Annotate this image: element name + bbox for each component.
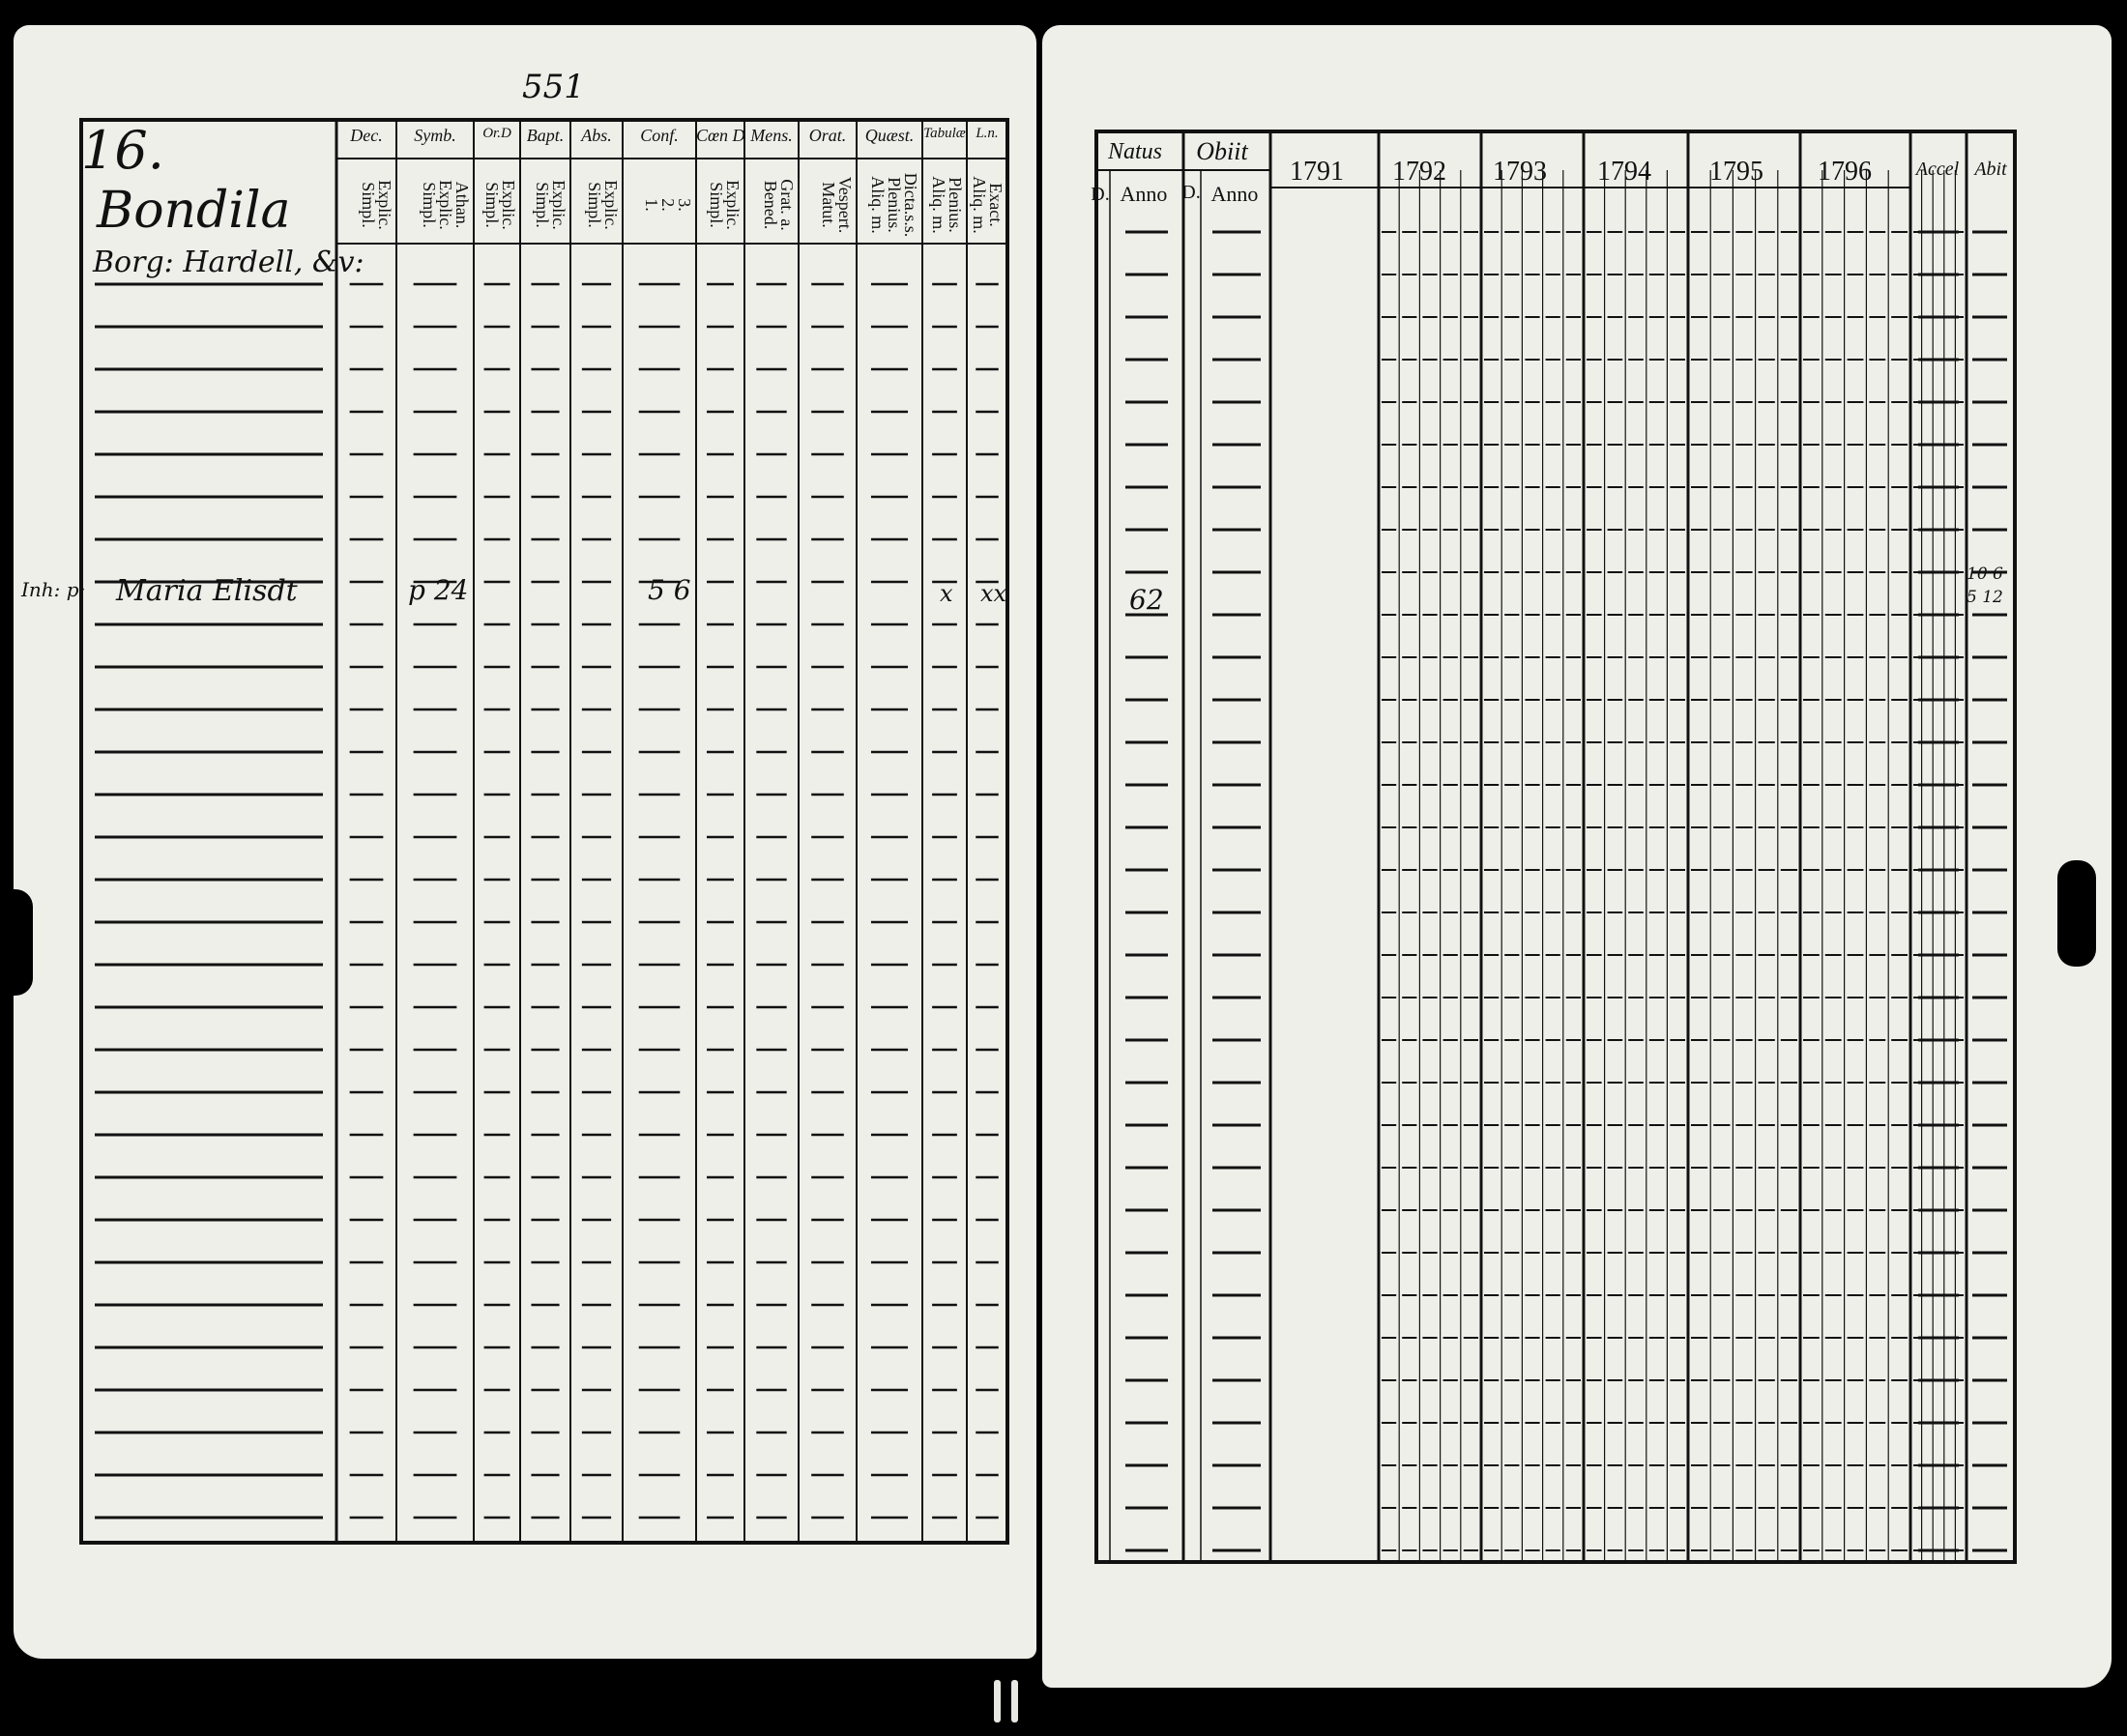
- natus-anno-header: Anno: [1120, 182, 1168, 206]
- header-coen: Cœn D: [696, 126, 745, 145]
- subheader-tabul: Plenius. Aliq. m.: [929, 176, 965, 234]
- abiit-header: Abit: [1974, 159, 2007, 180]
- entry-prefix: Inh: p:: [21, 578, 86, 601]
- entry-1795-mark-bottom: 5 12: [1967, 588, 2003, 607]
- year-1795-header: 1795: [1709, 157, 1763, 187]
- subheader-ln: Exact. Aliq. m.: [970, 176, 1005, 234]
- entry-tabulae-mark: x: [940, 580, 953, 607]
- subheader-bapt: Explic. Simpl.: [533, 180, 568, 230]
- year-1793-header: 1793: [1493, 157, 1547, 187]
- subheader-coen: Explic. Simpl.: [707, 180, 743, 230]
- header-bapt: Bapt.: [526, 126, 565, 145]
- subheader-symb: Athan. Explic. Simpl.: [420, 180, 472, 230]
- subheader-dec: Explic. Simpl.: [359, 180, 394, 230]
- right-ruled-grid: [1042, 25, 2112, 1688]
- header-ord: Or.D: [482, 126, 511, 141]
- farm-name: Bondila: [97, 182, 291, 240]
- year-1794-header: 1794: [1597, 157, 1651, 187]
- obiit-day-header: D.: [1181, 182, 1201, 203]
- entry-name: Maria Elisdt: [116, 574, 298, 608]
- farm-subtitle: Borg: Hardell, &v:: [93, 246, 364, 279]
- table-border: [1096, 131, 2015, 1562]
- year-1792-header: 1792: [1392, 157, 1446, 187]
- header-dec: Dec.: [350, 126, 383, 145]
- subheader-quaest: Dicta.s.s. Plenius. Aliq. m.: [868, 172, 920, 238]
- page-number-pencil: 551: [522, 68, 585, 106]
- header-conf: Conf.: [640, 126, 679, 145]
- binding-marks: [990, 1680, 1029, 1728]
- header-ln: L.n.: [976, 126, 999, 141]
- natus-header: Natus: [1107, 139, 1162, 164]
- table-border: [81, 120, 1007, 1543]
- year-1791-header: 1791: [1290, 157, 1344, 187]
- house-number: 16.: [81, 120, 164, 181]
- subheader-conf: 3. 2. 1.: [642, 198, 694, 212]
- subheader-ord: Explic. Simpl.: [482, 180, 518, 230]
- obiit-header: Obiit: [1196, 137, 1248, 165]
- entry-conf-mark: 5 6: [648, 574, 691, 606]
- entry-natus-anno: 62: [1129, 584, 1164, 616]
- right-page: [1042, 25, 2112, 1688]
- header-abs: Abs.: [581, 126, 612, 145]
- subheader-orat: Vespert. Matut.: [819, 176, 855, 234]
- obiit-anno-header: Anno: [1210, 182, 1259, 206]
- subheader-mens: Grat. a. Bened.: [761, 179, 797, 231]
- natus-day-header: D.: [1091, 184, 1110, 205]
- entry-ln-mark: xx: [980, 580, 1007, 607]
- header-tabul: Tabulæ: [923, 126, 966, 141]
- book-clip-right: [2057, 860, 2096, 967]
- header-symb: Symb.: [414, 126, 456, 145]
- header-mens: Mens.: [750, 126, 793, 145]
- book-clip-left: [0, 889, 33, 996]
- entry-1795-mark-top: 10 6: [1967, 564, 2003, 584]
- header-quaest: Quæst.: [864, 126, 915, 145]
- left-page: [14, 25, 1036, 1659]
- header-orat: Orat.: [808, 126, 847, 145]
- accessit-header: Accel: [1915, 159, 1960, 180]
- entry-symb-mark: p 24: [408, 574, 469, 606]
- subheader-abs: Explic. Simpl.: [585, 180, 621, 230]
- year-1796-header: 1796: [1818, 157, 1872, 187]
